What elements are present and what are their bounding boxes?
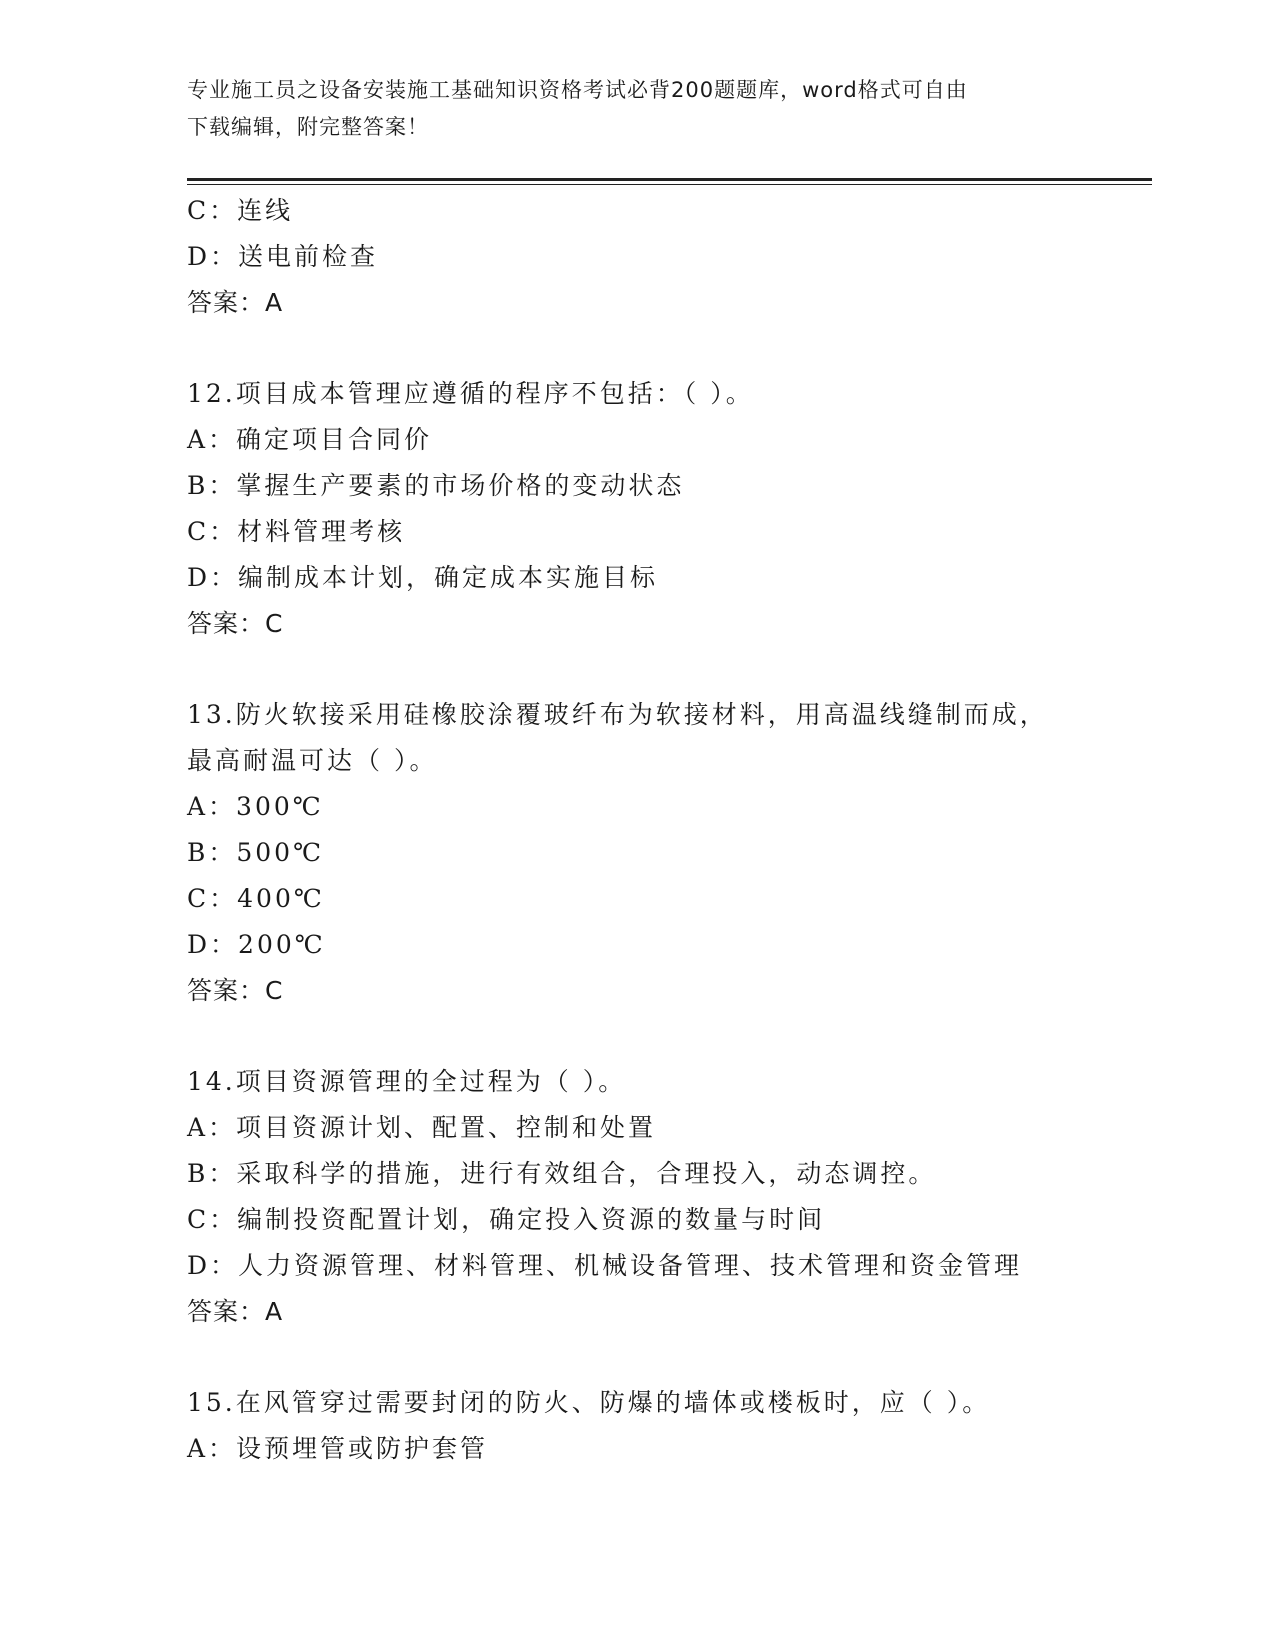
question-stem: 12.项目成本管理应遵循的程序不包括：（ ）。 (187, 379, 754, 408)
header-divider-thin (187, 184, 1152, 185)
option-a: A：确定项目合同价 (187, 425, 433, 454)
option-d: D：编制成本计划，确定成本实施目标 (187, 563, 659, 592)
question-content (187, 188, 1152, 1472)
answer-line: 答案：A (187, 1297, 284, 1326)
document-header (187, 72, 1077, 146)
option-c: C：编制投资配置计划，确定投入资源的数量与时间 (187, 1205, 826, 1234)
question-stem: 13.防火软接采用硅橡胶涂覆玻纤布为软接材料，用高温线缝制而成， (187, 700, 1048, 729)
option-d: D：200℃ (187, 930, 326, 959)
option-b: B：掌握生产要素的市场价格的变动状态 (187, 471, 685, 500)
answer-line: 答案：C (187, 976, 284, 1005)
header-title-line-1: 专业施工员之设备安装施工基础知识资格考试必背200题题库，word格式可自由 (187, 78, 968, 102)
question-14 (187, 1059, 1152, 1335)
question-stem-continued: 最高耐温可达（ ）。 (187, 746, 438, 775)
question-15 (187, 1380, 1152, 1472)
question-12 (187, 371, 1152, 647)
answer-line: 答案：A (187, 288, 284, 317)
question-stem: 14.项目资源管理的全过程为（ ）。 (187, 1067, 627, 1096)
option-d: D：人力资源管理、材料管理、机械设备管理、技术管理和资金管理 (187, 1251, 1023, 1280)
option-b: B：500℃ (187, 838, 325, 867)
option-c: C：连线 (187, 196, 294, 225)
option-a: A：项目资源计划、配置、控制和处置 (187, 1113, 657, 1142)
answer-line: 答案：C (187, 609, 284, 638)
header-divider-thick (187, 178, 1152, 181)
option-a: A：设预埋管或防护套管 (187, 1434, 489, 1463)
header-title-line-2: 下载编辑，附完整答案！ (187, 115, 429, 139)
option-c: C：材料管理考核 (187, 517, 406, 546)
question-11-tail (187, 188, 1152, 326)
option-a: A：300℃ (187, 792, 324, 821)
option-d: D：送电前检查 (187, 242, 379, 271)
option-b: B：采取科学的措施，进行有效组合，合理投入，动态调控。 (187, 1159, 937, 1188)
option-c: C：400℃ (187, 884, 325, 913)
question-13 (187, 692, 1152, 1014)
question-stem: 15.在风管穿过需要封闭的防火、防爆的墙体或楼板时，应（ ）。 (187, 1388, 991, 1417)
